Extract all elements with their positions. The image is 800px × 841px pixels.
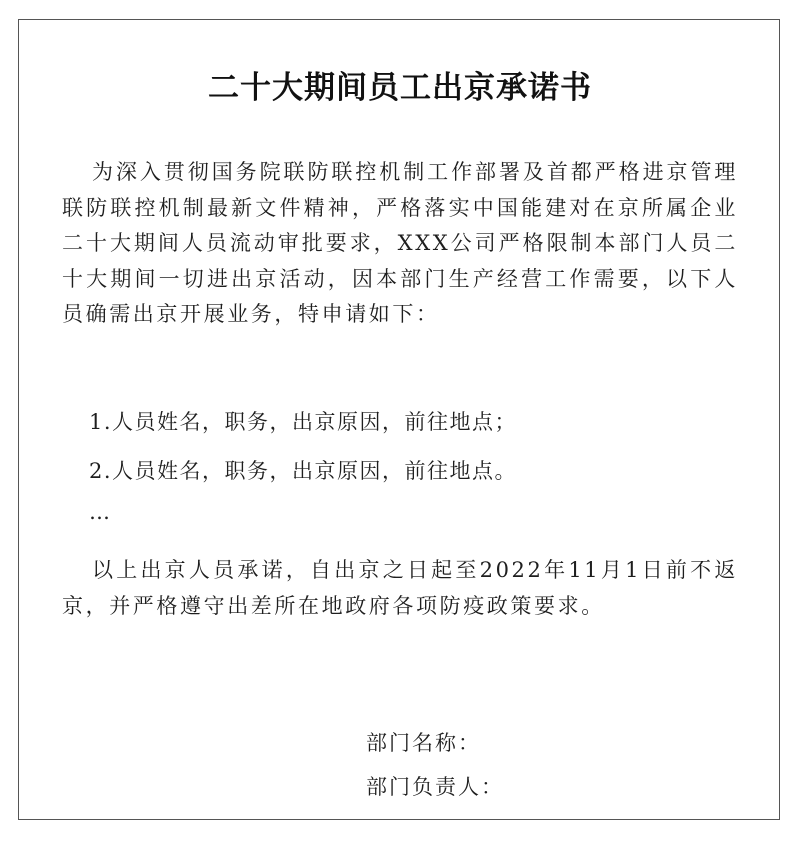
paragraph-intro: 为深入贯彻国务院联防联控机制工作部署及首都严格进京管理联防联控机制最新文件精神，严格落实中国能建对在京所属企业二十大期间人员流动审批要求，XXX公司严格限制本部门人员二十大期间一切进出京活动，因本部门生产经营工作需要，以下人员确需出京开展业务，特申请如下： xyxy=(62,160,738,326)
ellipsis: … xyxy=(89,500,112,524)
paragraph-commitment: 以上出京人员承诺，自出京之日起至2022年11月1日前不返京，并严格遵守出差所在地政府各项防疫政策要求。 xyxy=(62,558,738,618)
department-head-label: 部门负责人： xyxy=(366,775,504,799)
list-item: 1.人员姓名，职务，出京原因，前往地点； xyxy=(89,410,518,434)
list-item: 2.人员姓名，职务，出京原因，前往地点。 xyxy=(89,459,518,483)
document-title: 二十大期间员工出京承诺书 xyxy=(208,70,592,106)
department-name-label: 部门名称： xyxy=(366,731,481,755)
